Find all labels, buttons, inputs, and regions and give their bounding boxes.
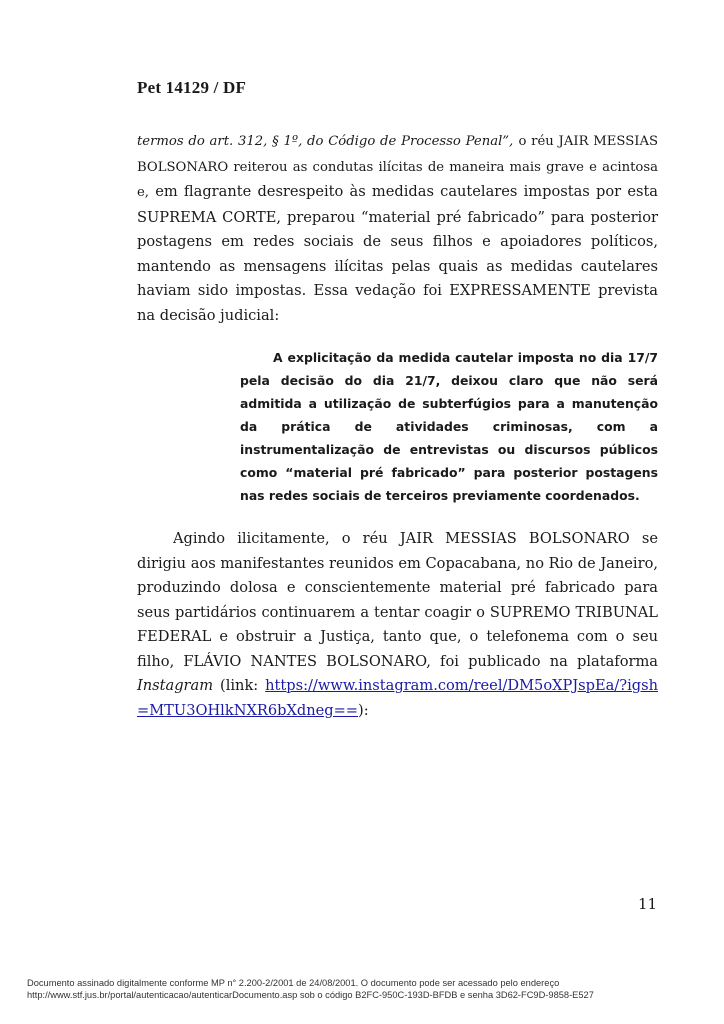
footer-line-1: Documento assinado digitalmente conforme MP n° 2.200-2/2001 de 24/08/2001. O documento pode ser acessado pelo endereço bbox=[27, 978, 560, 988]
link-suffix: ): bbox=[358, 701, 369, 719]
link-prefix: (link: bbox=[220, 677, 259, 694]
paragraph-1-lead: o réu JAIR MESSIAS BOLSONARO reiterou as condutas ilícitas de maneira mais grave e acintosa e, bbox=[137, 134, 658, 200]
paragraph-2 bbox=[137, 527, 658, 723]
quoted-decision: A explicitação da medida cautelar imposta no dia 17/7 pela decisão do dia 21/7, deixou claro que não será admitida a utilização de subterfúgios para a manutenção da prática de atividades criminosas, com a instrumentalização de entrevistas ou discursos públicos como “material pré fabricado” para posterior postagens nas redes sociais de terceiros previamente coordenados. bbox=[240, 350, 658, 503]
code-citation: termos do art. 312, § 1º, do Código de Processo Penal”, bbox=[137, 134, 514, 149]
instagram-link[interactable]: https://www.instagram.com/reel/DM5oXPJspEa/?igsh=MTU3OHlkNXR6bXdneg== bbox=[137, 677, 658, 719]
footer-line-2: http://www.stf.jus.br/portal/autenticacao/autenticarDocumento.asp sob o código B2FC-950C-193D-BFDB e senha 3D62-FC9D-9858-E527 bbox=[27, 989, 594, 1000]
page-number: 11 bbox=[638, 895, 658, 913]
paragraph-2-text: Agindo ilicitamente, o réu JAIR MESSIAS BOLSONARO se dirigiu aos manifestantes reunidos em Copacabana, no Rio de Janeiro, produzindo dolosa e conscientemente material pré fabricado para seus partidários continuarem a tentar coagir o SUPREMO TRIBUNAL FEDERAL e obstruir a Justiça, tanto que, o telefonema com o seu filho, FLÁVIO NANTES BOLSONARO, foi publicado na plataforma bbox=[137, 530, 658, 670]
case-reference-header: Pet 14129 / DF bbox=[137, 78, 247, 97]
paragraph-1 bbox=[137, 129, 658, 328]
paragraph-1-rest: em flagrante desrespeito às medidas cautelares impostas por esta SUPREMA CORTE, preparou “material pré fabricado” para posterior postagens em redes sociais de seus filhos e apoiadores políticos, mantendo as mensagens ilícitas pelas quais as medidas cautelares haviam sido impostas. Essa vedação foi EXPRESSAMENTE prevista na decisão judicial: bbox=[137, 183, 659, 324]
signature-footer bbox=[27, 978, 594, 1001]
platform-name: Instagram bbox=[137, 677, 214, 694]
